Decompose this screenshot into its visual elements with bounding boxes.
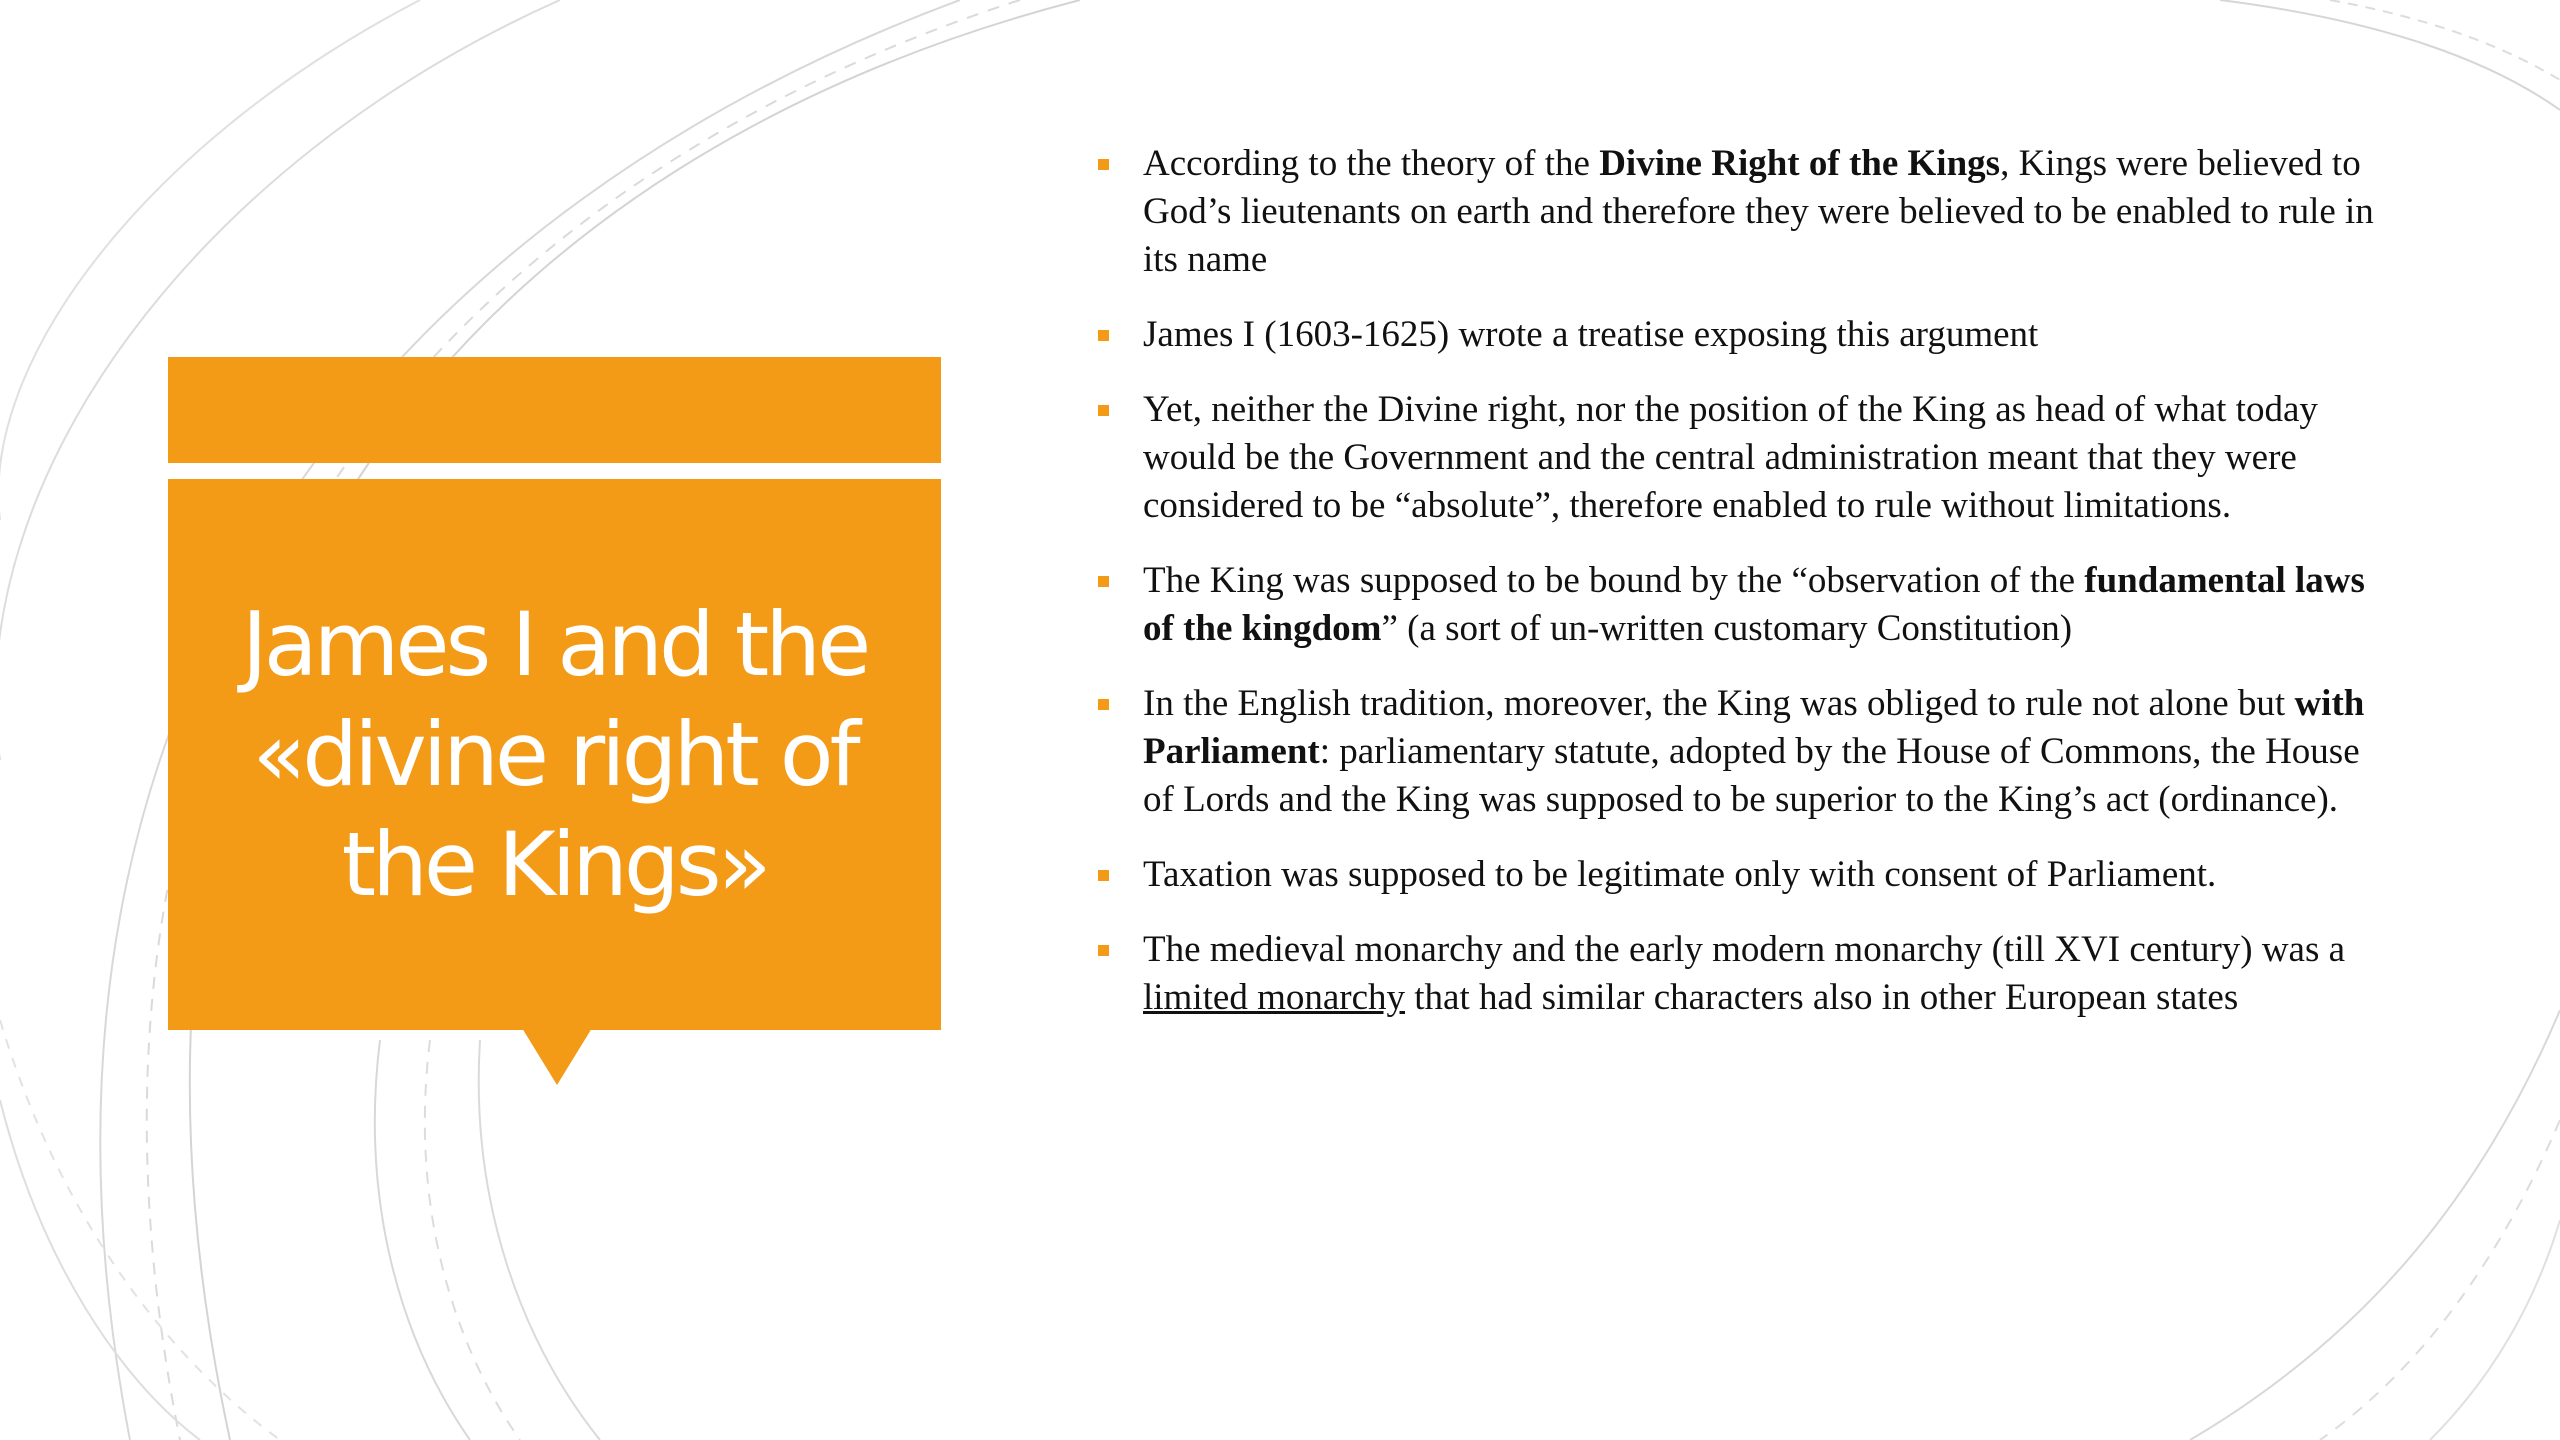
arc-decoration [2220, 0, 2560, 110]
text-run: The King was supposed to be bound by the “observation of the [1143, 560, 2085, 601]
arc-decoration [2320, 1120, 2560, 1440]
bullet-text [1143, 314, 2038, 355]
bullet-item [1098, 851, 2388, 899]
bullet-item [1098, 140, 2388, 284]
bullet-text [1143, 560, 2365, 649]
text-run: ” (a sort of un-written customary Constitution) [1381, 608, 2073, 649]
arc-decoration [0, 1020, 280, 1440]
bold-text-run: with Parliament [1143, 683, 2365, 772]
title-box [168, 479, 941, 1030]
bullet-item [1098, 311, 2388, 359]
arc-decoration [425, 1040, 520, 1440]
text-run: , Kings were believed to God’s lieutenants on earth and therefore they were believed to be enabled to rule in its name [1143, 143, 2374, 280]
bullet-marker-icon [1098, 699, 1109, 710]
text-run: that had similar characters also in other European states [1405, 977, 2239, 1018]
arc-decoration [375, 1040, 470, 1440]
bold-text-run: fundamental laws of the kingdom [1143, 560, 2365, 649]
bullet-marker-icon [1098, 405, 1109, 416]
text-run: : parliamentary statute, adopted by the House of Commons, the House of Lords and the King was supposed to be superior to the King’s act (ordinance). [1143, 731, 2360, 820]
bullet-marker-icon [1098, 870, 1109, 881]
bullet-marker-icon [1098, 576, 1109, 587]
arc-decoration [2190, 1010, 2560, 1440]
bullet-item [1098, 926, 2388, 1022]
bullet-text [1143, 143, 2374, 280]
title-pointer [522, 1028, 592, 1085]
bullet-marker-icon [1098, 159, 1109, 170]
bullet-item [1098, 680, 2388, 824]
bullet-text [1143, 389, 2318, 526]
text-run: Yet, neither the Divine right, nor the position of the King as head of what today would be the Government and the central administration meant that they were considered to be “absolute”, therefore enabled to rule without limitations. [1143, 389, 2318, 526]
bullet-text [1143, 929, 2345, 1018]
slide-title: James I and the «divine right of the Kings» [241, 592, 868, 916]
arc-decoration [479, 1040, 600, 1440]
text-run: According to the theory of the [1143, 143, 1600, 184]
bullet-text [1143, 683, 2364, 820]
bullet-text [1143, 854, 2216, 895]
arc-decoration [2430, 1220, 2560, 1440]
underlined-text-run: limited monarchy [1143, 977, 1406, 1018]
text-run: Taxation was supposed to be legitimate only with consent of Parliament. [1143, 854, 2217, 895]
text-run: In the English tradition, moreover, the King was obliged to rule not alone but [1143, 683, 2295, 724]
bullet-list [1098, 140, 2388, 1049]
arc-decoration [2330, 0, 2560, 80]
bullet-marker-icon [1098, 945, 1109, 956]
bold-text-run: Divine Right of the Kings [1599, 143, 2001, 184]
bullet-item [1098, 386, 2388, 530]
title-accent-bar [168, 357, 941, 463]
bullet-item [1098, 557, 2388, 653]
bullet-marker-icon [1098, 330, 1109, 341]
text-run: The medieval monarchy and the early modern monarchy (till XVI century) was a [1143, 929, 2346, 970]
text-run: James I (1603-1625) wrote a treatise exposing this argument [1143, 314, 2039, 355]
